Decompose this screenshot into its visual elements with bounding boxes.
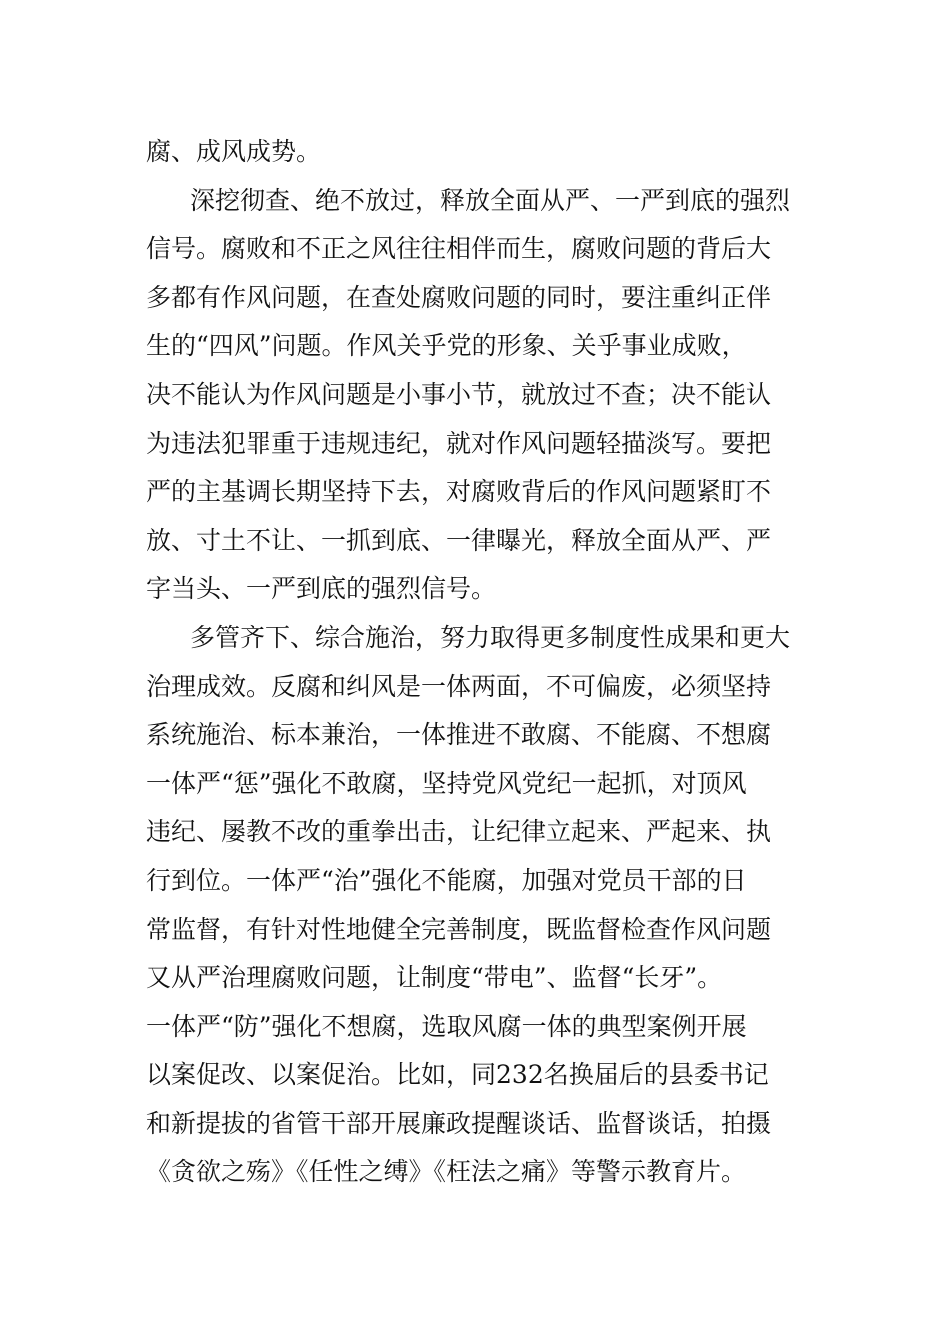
text-line: 腐、成风成势。 (146, 137, 322, 166)
text-line: 行到位。一体严“治”强化不能腐，加强对党员干部的日 (146, 865, 747, 895)
text-line: 为违法犯罪重于违规违纪，就对作风问题轻描淡写。要把 (146, 428, 772, 458)
text-line: 一体严“惩”强化不敢腐，坚持党风党纪一起抓，对顶风 (146, 768, 747, 798)
text-line: 信号。腐败和不正之风往往相伴而生，腐败问题的背后大 (146, 234, 772, 264)
text-line: 生的“四风”问题。作风关乎党的形象、关乎事业成败， (146, 331, 747, 361)
text-line: 放、寸土不让、一抓到底、一律曝光，释放全面从严、严 (146, 525, 772, 555)
document-body (146, 128, 810, 1197)
text-line: 违纪、屡教不改的重拳出击，让纪律立起来、严起来、执 (146, 817, 772, 847)
text-line: 和新提拔的省管干部开展廉政提醒谈话、监督谈话，拍摄 (146, 1108, 772, 1138)
text-line: 严的主基调长期坚持下去，对腐败背后的作风问题紧盯不 (146, 477, 772, 507)
text-line: 又从严治理腐败问题，让制度“带电”、监督“长牙”。 (146, 963, 723, 993)
text-line: 多管齐下、综合施治，努力取得更多制度性成果和更大 (190, 622, 791, 652)
text-line: 《贪欲之殇》《任性之缚》《枉法之痛》等警示教育片。 (146, 1157, 747, 1187)
text-line: 以案促改、以案促治。比如，同232名换届后的县委书记 (146, 1060, 769, 1090)
text-line: 常监督，有针对性地健全完善制度，既监督检查作风问题 (146, 914, 772, 944)
text-line: 深挖彻查、绝不放过，释放全面从严、一严到底的强烈 (190, 185, 791, 215)
text-line: 系统施治、标本兼治，一体推进不敢腐、不能腐、不想腐 (146, 720, 772, 750)
text-line: 字当头、一严到底的强烈信号。 (146, 574, 497, 604)
text-line: 决不能认为作风问题是小事小节，就放过不查；决不能认 (146, 379, 772, 409)
text-line: 一体严“防”强化不想腐，选取风腐一体的典型案例开展 (146, 1011, 747, 1041)
text-line: 治理成效。反腐和纠风是一体两面，不可偏废，必须坚持 (146, 671, 772, 701)
text-line: 多都有作风问题，在查处腐败问题的同时，要注重纠正伴 (146, 282, 772, 312)
